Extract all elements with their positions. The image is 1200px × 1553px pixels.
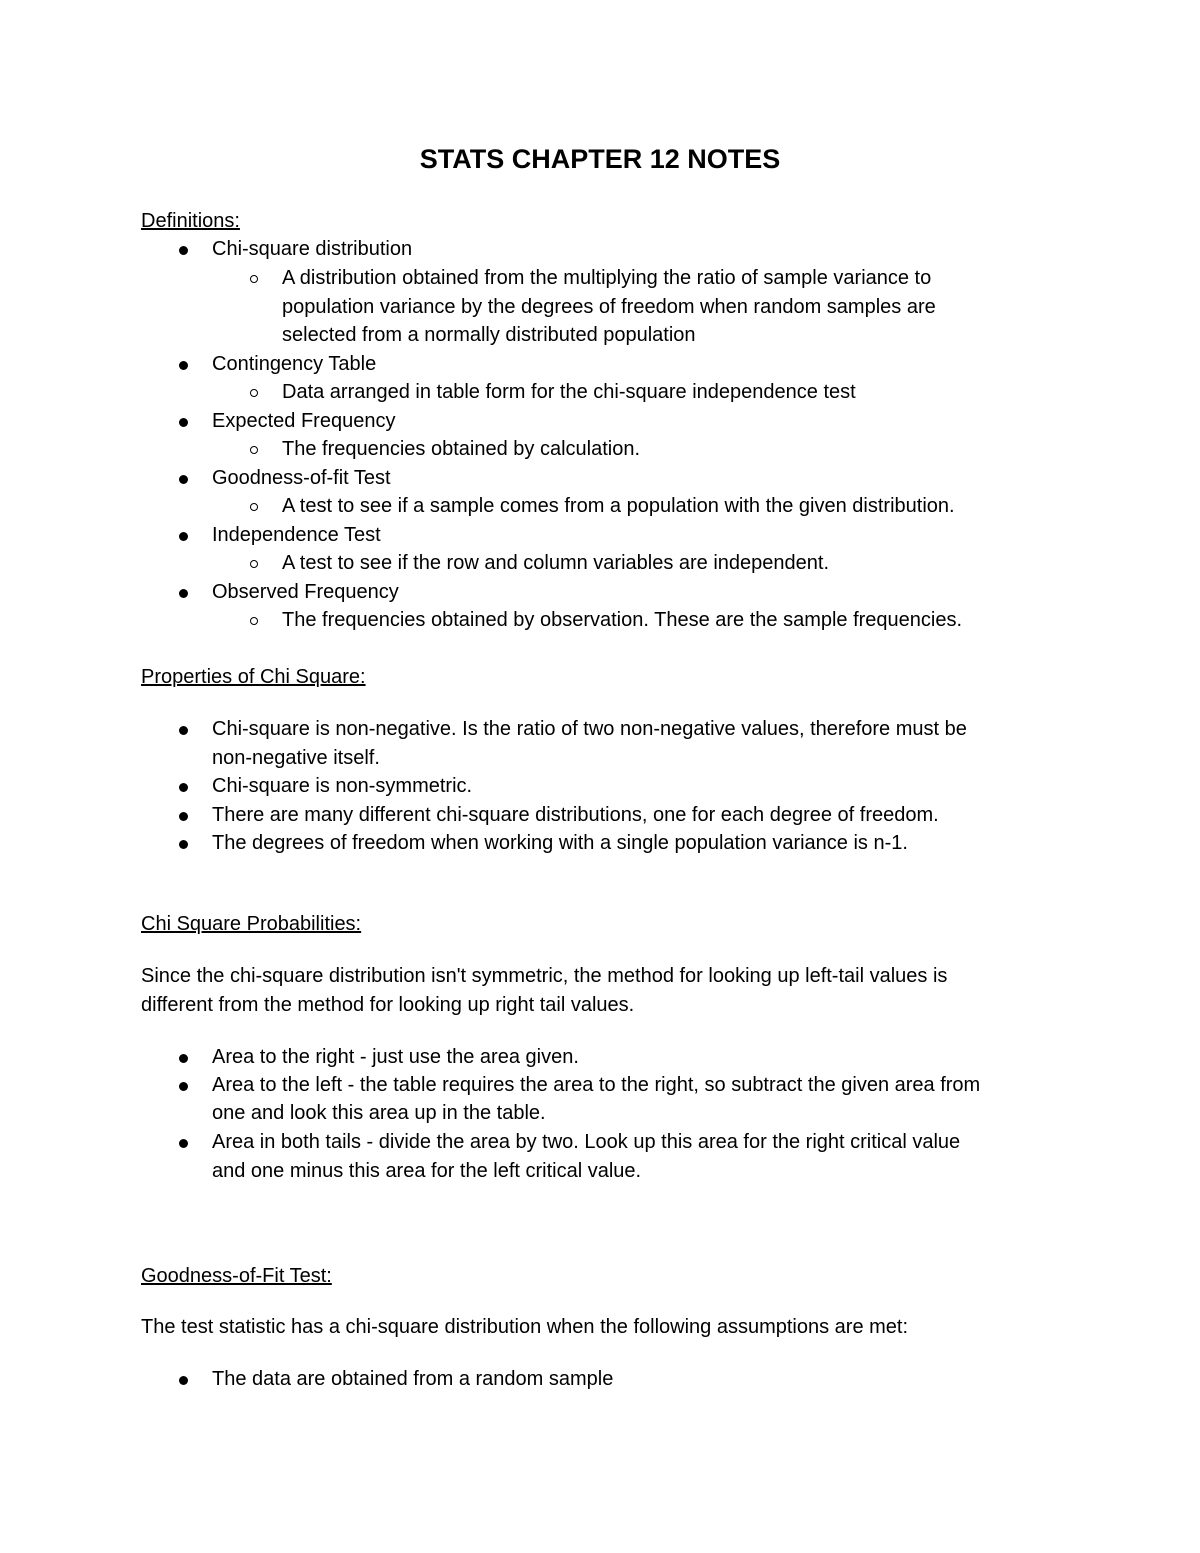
bullet-icon (179, 1054, 188, 1063)
bullet-icon (179, 1376, 188, 1385)
probabilities-heading: Chi Square Probabilities: (141, 913, 362, 935)
hollow-bullet-icon (250, 275, 258, 283)
probability-text: Area to the right - just use the area given. (212, 1046, 579, 1068)
property-text: There are many different chi-square distributions, one for each degree of freedom. (212, 804, 939, 826)
definition-text: The frequencies obtained by observation. These are the sample frequencies. (282, 609, 963, 631)
hollow-bullet-icon (250, 446, 258, 454)
probability-text: Area in both tails - divide the area by two. Look up this area for the right critical value (212, 1131, 961, 1153)
probability-text: Area to the left - the table requires the area to the right, so subtract the given area from (212, 1074, 981, 1096)
definitions-heading: Definitions: (141, 210, 240, 232)
definition-text: A distribution obtained from the multiplying the ratio of sample variance to (282, 267, 932, 289)
hollow-bullet-icon (250, 617, 258, 625)
paragraph-text: Since the chi-square distribution isn't symmetric, the method for looking up left-tail values is (141, 965, 948, 987)
definition-term: Expected Frequency (212, 410, 396, 432)
page-title: STATS CHAPTER 12 NOTES (419, 144, 781, 174)
property-text: non-negative itself. (212, 747, 380, 769)
paragraph-text: The test statistic has a chi-square distribution when the following assumptions are met: (141, 1316, 909, 1338)
property-text: Chi-square is non-negative. Is the ratio of two non-negative values, therefore must be (212, 718, 967, 740)
probability-text: one and look this area up in the table. (212, 1102, 546, 1124)
bullet-icon (179, 1082, 188, 1091)
bullet-icon (179, 418, 188, 427)
bullet-icon (179, 840, 188, 849)
bullet-icon (179, 475, 188, 484)
definition-term: Independence Test (212, 524, 381, 546)
definition-term: Goodness-of-fit Test (212, 467, 391, 489)
property-text: Chi-square is non-symmetric. (212, 775, 473, 797)
definition-term: Contingency Table (212, 353, 377, 375)
hollow-bullet-icon (250, 560, 258, 568)
hollow-bullet-icon (250, 503, 258, 511)
hollow-bullet-icon (250, 389, 258, 397)
bullet-icon (179, 589, 188, 598)
properties-heading: Properties of Chi Square: (141, 666, 366, 688)
definition-text: selected from a normally distributed population (282, 324, 696, 346)
bullet-icon (179, 1139, 188, 1148)
bullet-icon (179, 812, 188, 821)
definition-text: Data arranged in table form for the chi-square independence test (282, 381, 856, 403)
definition-text: The frequencies obtained by calculation. (282, 438, 641, 460)
probability-text: and one minus this area for the left critical value. (212, 1160, 642, 1182)
property-text: The degrees of freedom when working with a single population variance is n-1. (212, 832, 908, 854)
bullet-icon (179, 246, 188, 255)
bullet-icon (179, 783, 188, 792)
definition-text: population variance by the degrees of freedom when random samples are (282, 296, 936, 318)
goodness-heading: Goodness-of-Fit Test: (141, 1265, 332, 1287)
bullet-icon (179, 532, 188, 541)
bullet-icon (179, 726, 188, 735)
assumption-text: The data are obtained from a random sample (212, 1368, 614, 1390)
paragraph-text: different from the method for looking up right tail values. (141, 994, 635, 1016)
definition-term: Observed Frequency (212, 581, 399, 603)
definition-term: Chi-square distribution (212, 238, 413, 260)
definition-text: A test to see if a sample comes from a population with the given distribution. (282, 495, 955, 517)
bullet-icon (179, 361, 188, 370)
definition-text: A test to see if the row and column variables are independent. (282, 552, 830, 574)
